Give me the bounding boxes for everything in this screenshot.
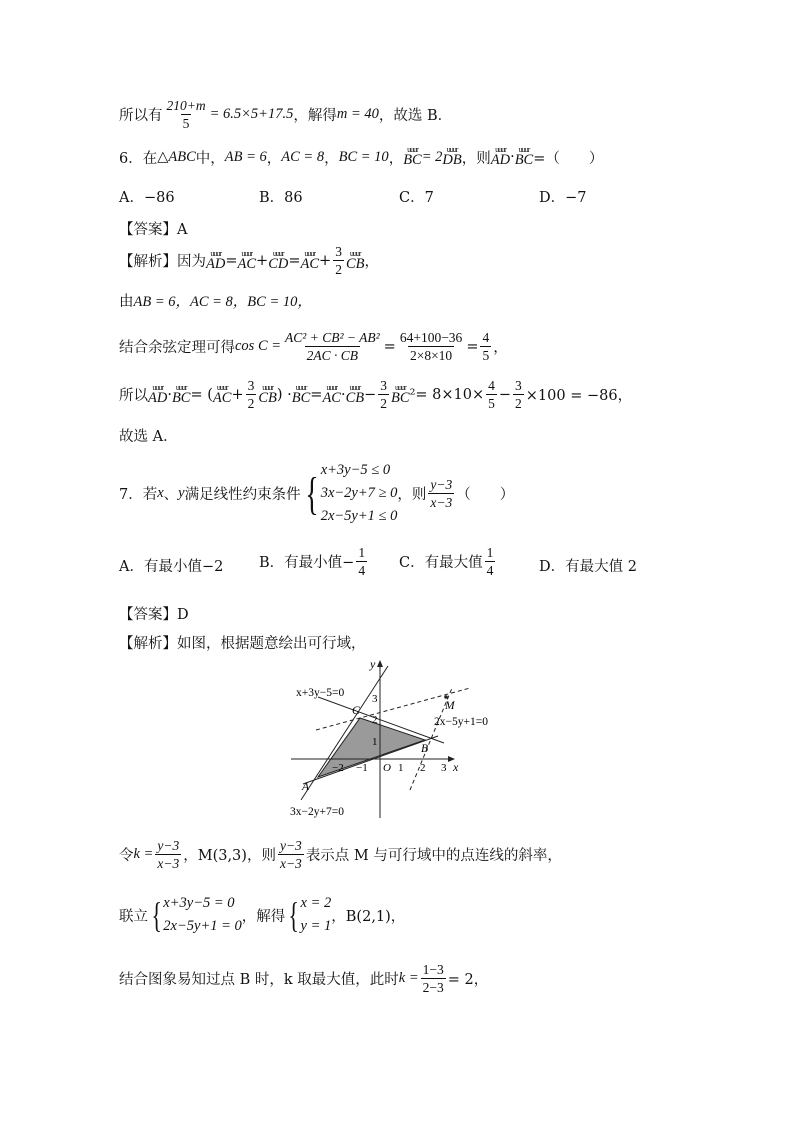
vector-label: BC xyxy=(291,389,311,406)
so-mid: = ( xyxy=(190,386,213,403)
origin-label: O xyxy=(383,762,391,774)
constraint-1: x+3y−5 ≤ 0 xyxy=(320,462,391,478)
frac-den: 2−3 xyxy=(422,980,444,995)
solution-system xyxy=(285,892,331,938)
square: ² xyxy=(409,386,416,403)
frac-den: 4 xyxy=(486,563,494,578)
dot: · xyxy=(167,386,172,403)
q6-stem-a: 6．在 xyxy=(119,150,158,167)
point-a-label: A xyxy=(302,781,310,793)
q5-fraction xyxy=(165,98,208,131)
frac-num: 1 xyxy=(486,545,494,560)
option-text: A．有最小值−2 xyxy=(119,559,224,575)
q6-then: ，则 xyxy=(461,150,491,167)
vec-ac: uuur AC xyxy=(300,248,320,272)
frac-num: y−3 xyxy=(157,838,180,853)
frac-den: 2×8×10 xyxy=(409,348,453,363)
y-axis-arrow xyxy=(377,660,383,667)
vector-label: AD xyxy=(148,389,168,406)
option-text: C．7 xyxy=(399,190,434,206)
q7-let-line xyxy=(119,838,562,871)
q7-answer xyxy=(119,603,189,624)
frac-num: 4 xyxy=(482,330,490,345)
vector-arrow: uuur xyxy=(349,248,361,258)
vector-arrow: uuur xyxy=(295,382,307,392)
k-fraction xyxy=(155,838,181,871)
constraint-system xyxy=(301,459,398,528)
vec-ac: uuur AC xyxy=(322,382,341,406)
then: ，则 xyxy=(397,487,427,503)
point-m xyxy=(444,695,448,699)
cos-frac-2 xyxy=(398,330,464,363)
line2-label: 2x−5y+1=0 xyxy=(434,716,488,728)
frac-3-2 xyxy=(513,378,524,411)
frac-num: 4 xyxy=(488,378,495,393)
q7-join-line xyxy=(119,892,405,938)
solution-2: y = 1 xyxy=(300,918,332,934)
let-prefix: 令 xyxy=(119,848,134,864)
y-tick-3: 3 xyxy=(372,693,378,705)
sep: 、 xyxy=(163,487,179,503)
vector-arrow: uuur xyxy=(241,248,253,258)
comma: ， xyxy=(364,254,379,270)
vec-ad xyxy=(148,384,167,406)
vector-arrow: uuur xyxy=(326,382,338,392)
frac-3-2 xyxy=(333,244,344,277)
constraint-3: 2x−5y+1 ≤ 0 xyxy=(320,508,398,524)
final-tail: = 2， xyxy=(447,972,489,988)
dot: · xyxy=(340,386,346,403)
vec-ac: uuur AC xyxy=(237,248,257,272)
vector-arrow: uuur xyxy=(495,145,506,154)
option-text: B．86 xyxy=(259,190,303,206)
given-prefix: 由 xyxy=(119,294,134,310)
frac-num: 1 xyxy=(358,545,366,560)
join-rows xyxy=(163,892,241,938)
q7-ask: （ ） xyxy=(456,487,515,503)
option-text: B．有最小值− xyxy=(259,555,355,571)
frac-num: 1−3 xyxy=(422,962,444,977)
frac-num: AC² + CB² − AB² xyxy=(285,330,380,345)
frac-num: 3 xyxy=(247,378,255,393)
eq-sign: = xyxy=(288,252,301,269)
option-frac xyxy=(485,545,496,578)
option-text: D．有最大值 2 xyxy=(539,559,637,575)
frac-4-5 xyxy=(486,378,497,411)
vector-label: AD xyxy=(206,255,226,272)
frac-den: 2 xyxy=(515,396,522,411)
join-prefix: 联立 xyxy=(119,908,148,925)
let-m: ，M(3,3)，则 xyxy=(183,848,276,864)
final-prefix: 结合图象易知过点 B 时，k 取最大值，此时 xyxy=(119,972,399,988)
final-k: k = xyxy=(398,970,419,986)
x-tick-minus1: −1 xyxy=(356,762,368,774)
answer-text: 【答案】D xyxy=(119,607,189,623)
minus-sign: − xyxy=(498,386,512,403)
q5-frac-num: 210+m xyxy=(166,98,206,113)
vec-cb: uuur CB xyxy=(258,382,277,406)
q6-ac: AC = 8 xyxy=(281,148,325,165)
frac-den: x−3 xyxy=(279,856,302,871)
q5-mid: ，解得 xyxy=(293,108,337,124)
q7-analysis xyxy=(119,632,366,653)
q6-sep: ， xyxy=(324,150,339,167)
vector-label: BC xyxy=(514,152,534,168)
q7-stem xyxy=(119,459,514,528)
q7-fraction xyxy=(428,477,454,510)
q6-answer xyxy=(119,218,187,239)
q6-cosine-line xyxy=(119,330,508,363)
q5-frac-den: 5 xyxy=(182,116,190,131)
so-tail: ×100 = −86， xyxy=(525,388,633,404)
cos-frac-3 xyxy=(480,330,491,363)
point-b-label: B xyxy=(421,743,429,755)
point-m-label: M xyxy=(445,700,455,712)
frac-num: 64+100−36 xyxy=(399,330,463,345)
frac-num: 3 xyxy=(380,378,388,393)
vector-label: BC xyxy=(403,152,422,168)
frac-den: 2AC · CB xyxy=(306,348,359,363)
frac-den: 4 xyxy=(358,563,366,578)
vec-ad xyxy=(206,250,225,272)
answer-text: 【答案】A xyxy=(119,222,188,238)
constraint-2: 3x−2y+7 ≥ 0 xyxy=(320,485,398,501)
frac-den: 5 xyxy=(482,348,490,363)
plus-sign: + xyxy=(319,252,332,269)
q6-vector-db xyxy=(442,146,461,168)
x-tick-2: 2 xyxy=(420,762,426,774)
option-text: A．−86 xyxy=(119,190,175,206)
vector-arrow: uuur xyxy=(216,382,228,392)
x-tick-minus2: −2 xyxy=(332,762,344,774)
q6-ask: =（ ） xyxy=(533,150,604,167)
minus-sign: − xyxy=(364,386,377,403)
q7-option-c xyxy=(399,545,497,578)
frac-num: y−3 xyxy=(430,477,453,492)
frac-num: y−3 xyxy=(279,838,302,853)
q6-vector-bc2 xyxy=(515,146,534,168)
solution-1: x = 2 xyxy=(300,895,332,911)
vec-cb: uuur CB xyxy=(345,248,365,272)
vec-ac: uuur AC xyxy=(212,382,232,406)
equation-2: 2x−5y+1 = 0 xyxy=(163,918,242,934)
vec-cd: uuur CD xyxy=(268,248,289,272)
q5-result: m = 40 xyxy=(336,106,379,122)
q6-option-b xyxy=(259,186,303,207)
option-frac xyxy=(356,545,367,578)
solution-rows xyxy=(301,892,332,938)
plus-sign: + xyxy=(231,386,244,403)
feasible-region-figure xyxy=(288,655,503,825)
sol-tail: ，B(2,1)， xyxy=(331,908,406,925)
q6-stem-b: 中， xyxy=(195,150,225,167)
var-x: x xyxy=(157,485,164,501)
x-tick-1: 1 xyxy=(398,762,404,774)
y-axis-label: y xyxy=(370,657,376,671)
q7-option-b xyxy=(259,545,369,578)
vector-arrow: uuur xyxy=(152,382,163,392)
frac-den: x−3 xyxy=(157,856,180,871)
y-tick-1: 1 xyxy=(372,736,378,748)
vector-arrow: uuur xyxy=(304,248,316,258)
frac-3-2 xyxy=(378,378,389,411)
slope-fraction xyxy=(278,838,304,871)
q6-analysis-line1 xyxy=(119,244,379,277)
analysis-label: 【解析】因为 xyxy=(119,254,206,270)
q6-sep: ， xyxy=(388,150,404,167)
so-prefix: 所以 xyxy=(119,388,148,404)
line3-label: 3x−2y+7=0 xyxy=(290,806,344,818)
comma: ， xyxy=(493,340,508,356)
vector-label: BC xyxy=(391,389,410,406)
frac-den: 2 xyxy=(247,396,255,411)
q6-so-line xyxy=(119,378,632,411)
q7-final-line xyxy=(119,962,488,995)
analysis-text: 【解析】如图，根据题意绘出可行域， xyxy=(119,636,366,652)
point-c-label: C xyxy=(352,705,360,717)
so-eq3: = 8×10× xyxy=(415,386,485,403)
q6-conclude xyxy=(119,425,178,446)
q6-given-line xyxy=(119,290,312,311)
frac-den: x−3 xyxy=(430,495,453,510)
q7-stem-a: 7．若 xyxy=(119,487,158,503)
y-tick-2: 2 xyxy=(372,714,378,726)
q5-prefix: 所以有 xyxy=(119,108,163,124)
q6-eq: = 2 xyxy=(421,148,443,165)
solve: ，解得 xyxy=(241,908,286,925)
frac-den: 5 xyxy=(488,396,495,411)
frac-3-2 xyxy=(246,378,257,411)
q6-option-a xyxy=(119,186,175,207)
q6-option-d xyxy=(539,186,587,207)
q5-tail: ，故选 B． xyxy=(378,108,453,124)
cos-lhs: cos C = xyxy=(235,338,282,354)
q6-vector-bc xyxy=(403,146,422,168)
vec-bc xyxy=(292,384,311,406)
vector-arrow: uuur xyxy=(349,382,361,392)
q7-option-d xyxy=(539,555,637,576)
frac-den: 2 xyxy=(335,262,342,277)
q6-stem xyxy=(119,146,603,168)
eq-sign: = xyxy=(310,386,323,403)
q7-stem-b: 满足线性约束条件 xyxy=(184,487,301,503)
option-text: D．−7 xyxy=(539,190,587,206)
q6-vector-ad xyxy=(491,146,510,168)
so-close: ) · xyxy=(276,386,292,403)
let-k: k = xyxy=(133,846,154,862)
plus-sign: + xyxy=(256,252,269,269)
q6-option-c xyxy=(399,186,434,207)
equation-1: x+3y−5 = 0 xyxy=(163,895,235,911)
x-axis-label: x xyxy=(453,760,459,774)
frac-den: 2 xyxy=(380,396,388,411)
vector-arrow: uuur xyxy=(175,382,187,392)
constraint-rows xyxy=(321,459,398,528)
frac-num: 3 xyxy=(515,378,522,393)
q6-dot: · xyxy=(510,149,515,165)
x-tick-3: 3 xyxy=(441,762,447,774)
given-values: AB = 6，AC = 8，BC = 10， xyxy=(133,294,312,310)
vec-bc xyxy=(391,384,410,406)
option-text: C．有最大值 xyxy=(399,555,483,571)
cos-prefix: 结合余弦定理可得 xyxy=(119,340,235,356)
q6-ab: AB = 6 xyxy=(224,148,267,165)
var-y: y xyxy=(178,485,185,501)
q7-option-a xyxy=(119,555,223,576)
vector-arrow: uuur xyxy=(518,145,530,154)
eq-sign: = xyxy=(225,252,238,269)
final-fraction xyxy=(421,962,446,995)
vector-label: BC xyxy=(171,389,191,406)
q5-conclusion-line xyxy=(119,98,452,131)
vector-arrow: uuur xyxy=(272,248,284,258)
vector-label: DB xyxy=(442,152,462,168)
left-brace: { xyxy=(151,895,162,935)
vector-arrow: uuur xyxy=(262,382,273,392)
vector-label: AD xyxy=(490,152,511,168)
conclude-text: 故选 A． xyxy=(119,429,178,445)
q6-sep: ， xyxy=(266,150,282,167)
q5-expression: = 6.5×5+17.5 xyxy=(209,106,294,122)
line1-label: x+3y−5=0 xyxy=(296,687,345,699)
vector-arrow: uuur xyxy=(394,382,406,392)
q6-bc: BC = 10 xyxy=(338,148,389,165)
vector-arrow: uuur xyxy=(407,145,418,154)
join-system xyxy=(148,892,242,938)
eq-sign: = xyxy=(383,338,396,355)
vec-cb: uuur CB xyxy=(345,382,365,406)
q6-triangle: △ABC xyxy=(157,148,196,165)
cos-frac-1 xyxy=(283,330,382,363)
left-brace: { xyxy=(305,467,319,519)
eq-sign: = xyxy=(466,338,479,355)
vector-arrow: uuur xyxy=(446,145,458,154)
frac-num: 3 xyxy=(335,244,342,259)
vector-arrow: uuur xyxy=(210,248,221,258)
left-brace: { xyxy=(288,895,300,935)
vec-bc xyxy=(172,384,191,406)
let-tail: 表示点 M 与可行域中的点连线的斜率， xyxy=(305,848,562,864)
